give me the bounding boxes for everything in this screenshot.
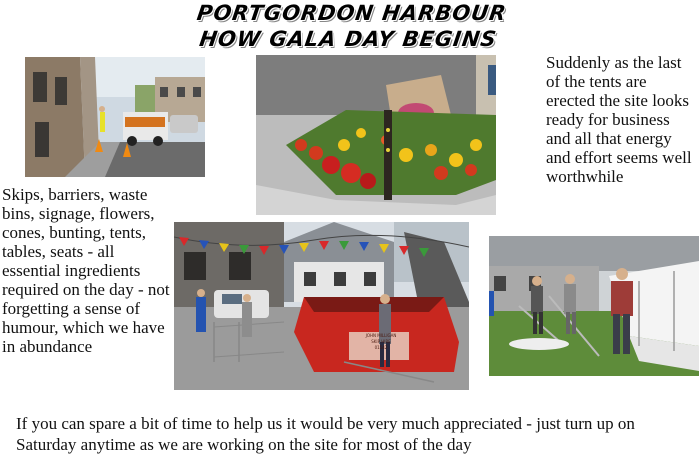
page-title — [146, 0, 553, 52]
title-line-1: PORTGORDON HARBOUR — [195, 1, 509, 25]
photo-tent-erection — [489, 236, 699, 376]
photo-street-lorry — [25, 57, 205, 177]
caption-essentials: Skips, barriers, waste bins, signage, flowers, cones, bunting, tents, tables, seats - all essential ingredients required on the day - not forgetting a sense of humour, which we have in abundance — [2, 185, 170, 356]
skip-sign-line-3: 01542 — [374, 345, 388, 350]
skip-sign-line-1: JOHN MILLIGAN — [365, 333, 397, 338]
caption-tents-ready: Suddenly as the last of the tents are erected the site looks ready for business and all that energy and effort seems well worthwhile — [546, 53, 692, 186]
skip-sign — [350, 333, 412, 351]
footer-volunteer-appeal: If you can spare a bit of time to help us it would be very much appreciated - just turn up on Saturday anytime as we are working on the site for most of the day — [16, 414, 635, 454]
skip-sign-line-2: SKIP HIRE — [371, 339, 391, 344]
title-line-2: HOW GALA DAY BEGINS — [197, 27, 499, 51]
photo-flower-bed — [256, 55, 496, 215]
photo-skip-barriers — [174, 222, 469, 390]
